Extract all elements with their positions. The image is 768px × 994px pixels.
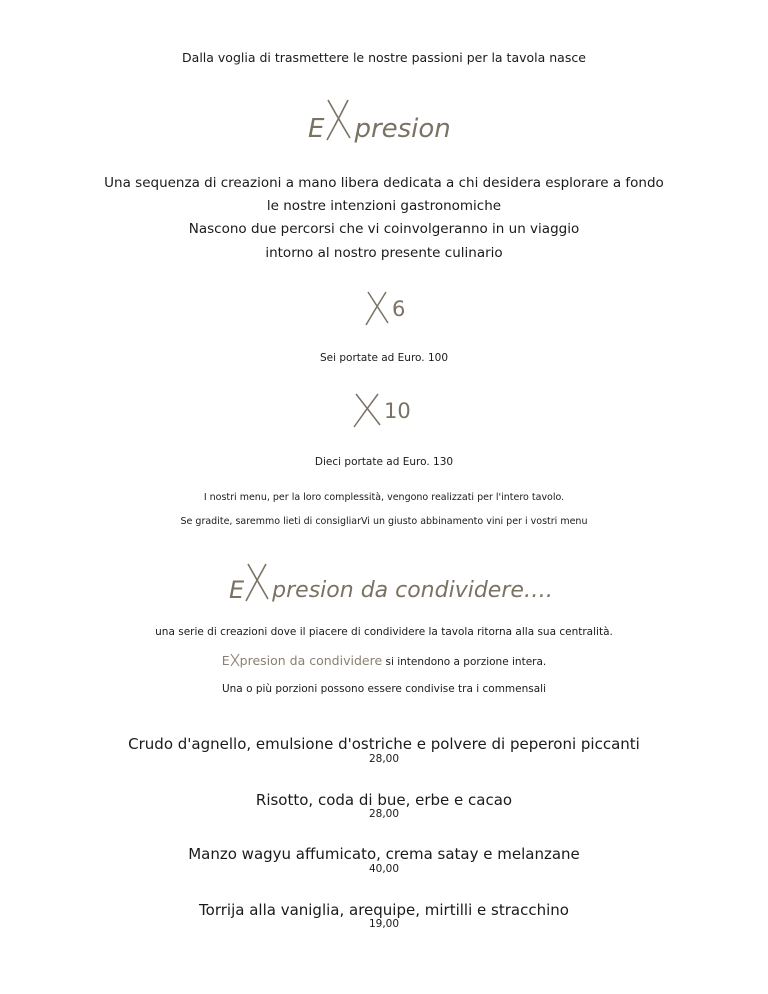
dish-price: 40,00	[368, 863, 400, 875]
menu-x10-logo	[352, 392, 411, 428]
description-line-4: intorno al nostro presente culinario	[265, 245, 503, 261]
description-line-2: le nostre intenzioni gastronomiche	[266, 198, 502, 214]
dish-price: 28,00	[368, 808, 400, 820]
expresion-sharing-logo	[229, 562, 553, 602]
inline-brand	[222, 653, 382, 668]
sharing-line-3: Una o più porzioni possono essere condivise tra i commensali	[221, 683, 547, 695]
menu-x6-logo	[364, 290, 405, 326]
logo-letter-e: E	[229, 576, 245, 604]
x-mark-icon	[324, 98, 354, 142]
sharing-line-2-rest: si intendono a porzione intera.	[382, 656, 547, 668]
x-mark-icon	[352, 392, 384, 428]
logo-word: presion	[354, 114, 451, 144]
inline-brand-e: E	[221, 653, 230, 668]
dish-price: 19,00	[368, 918, 400, 930]
dish-name: Torrija alla vaniglia, arequipe, mirtilli e stracchino	[199, 901, 569, 919]
dish-price: 28,00	[368, 753, 400, 765]
note-line-1: I nostri menu, per la loro complessità, vengono realizzati per l'intero tavolo.	[203, 492, 565, 503]
logo-letter-e: E	[308, 114, 325, 144]
description-line-3: Nascono due percorsi che vi coinvolgeranno in un viaggio	[188, 221, 580, 237]
description-line-1: Una sequenza di creazioni a mano libera dedicata a chi desidera esplorare a fondo	[104, 175, 664, 191]
dish-name: Crudo d'agnello, emulsione d'ostriche e polvere di peperoni piccanti	[128, 735, 640, 753]
logo-word: presion da condividere….	[272, 578, 553, 603]
menu-number: 10	[384, 399, 411, 423]
menu-caption: Dieci portate ad Euro. 130	[314, 456, 454, 468]
intro-text: Dalla voglia di trasmettere le nostre passioni per la tavola nasce	[182, 50, 586, 65]
x-mark-icon	[244, 562, 272, 602]
expresion-logo	[308, 98, 451, 142]
inline-brand-word: presion da condividere	[239, 653, 383, 668]
x-mark-icon	[230, 653, 240, 670]
menu-number: 6	[392, 297, 406, 321]
sharing-line-2	[0, 653, 768, 670]
dish-name: Manzo wagyu affumicato, crema satay e melanzane	[188, 845, 580, 863]
menu-caption: Sei portate ad Euro. 100	[319, 352, 449, 364]
x-mark-icon	[364, 290, 392, 326]
note-line-2: Se gradite, saremmo lieti di consigliarVi un giusto abbinamento vini per i vostri menu	[180, 516, 588, 527]
dish-name: Risotto, coda di bue, erbe e cacao	[255, 791, 513, 809]
sharing-line-1: una serie di creazioni dove il piacere di condividere la tavola ritorna alla sua centralità.	[155, 626, 613, 638]
